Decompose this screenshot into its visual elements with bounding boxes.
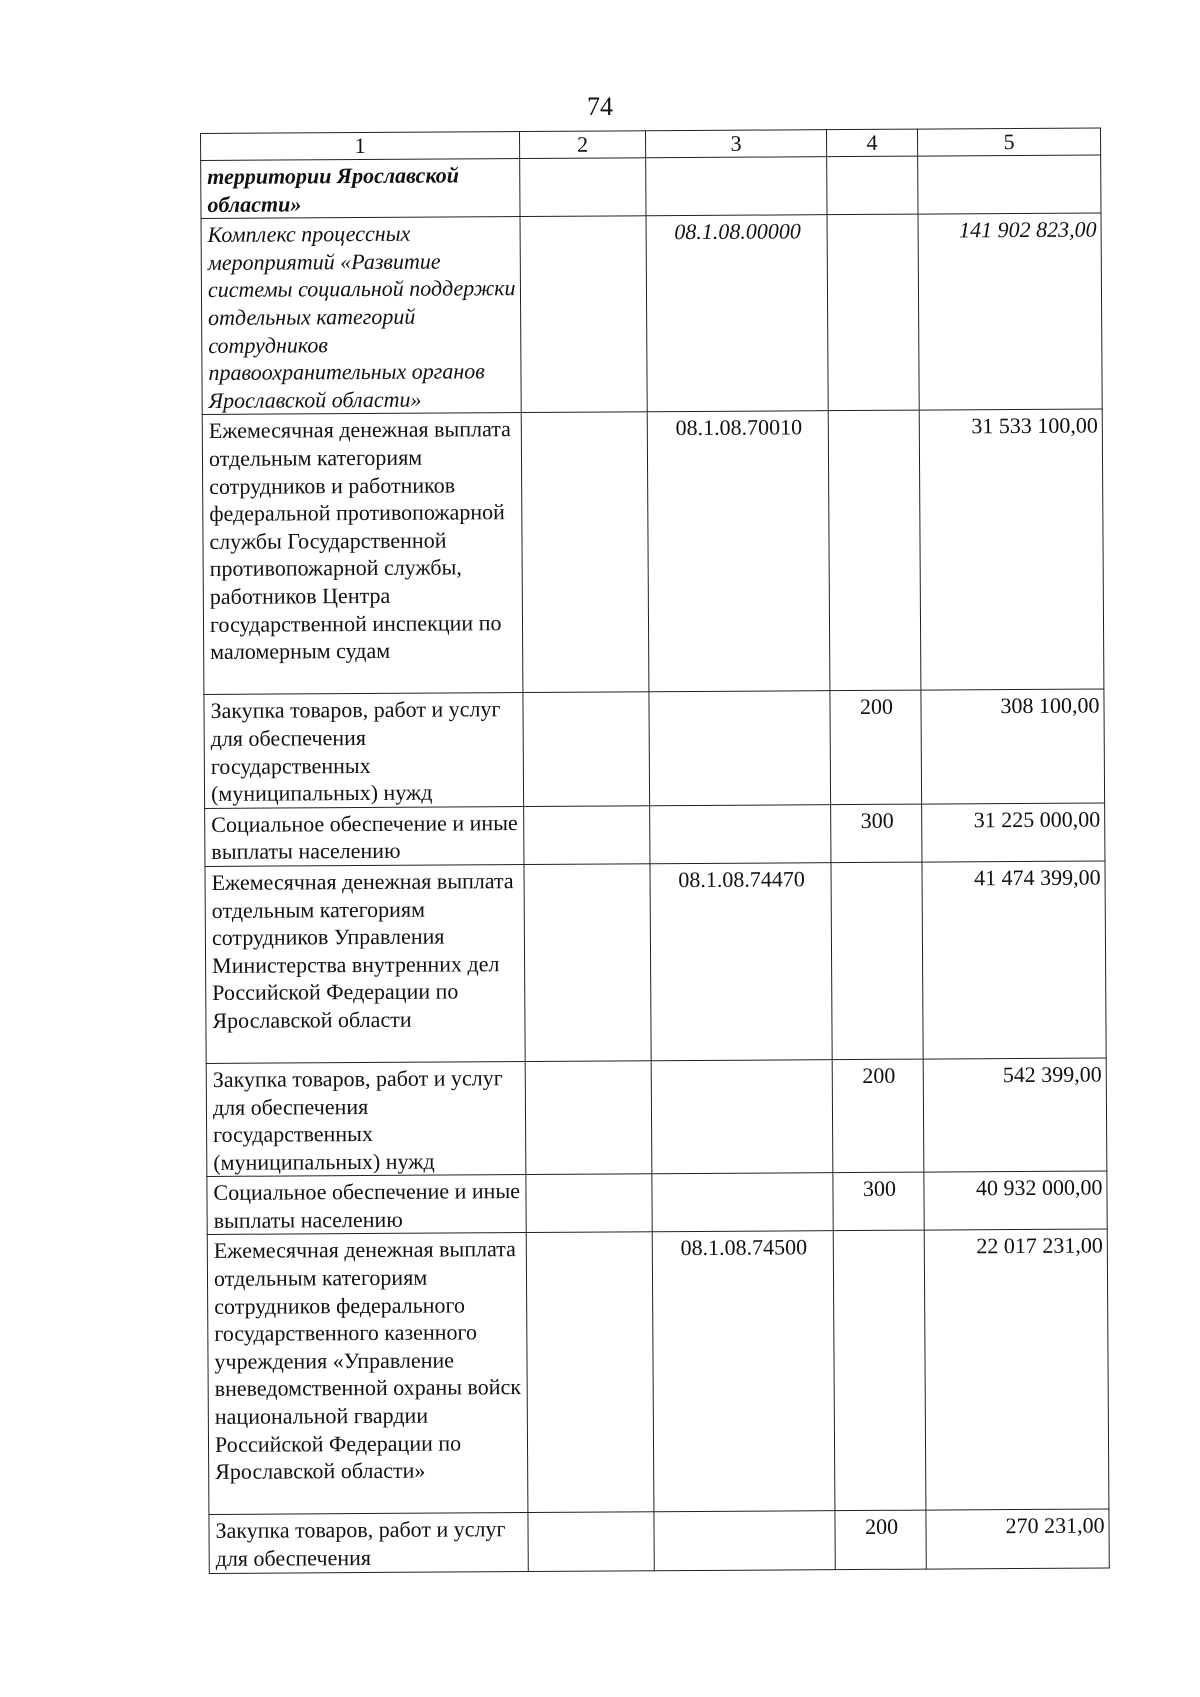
row-name-cell: Закупка товаров, работ и услуг для обеспечения государственных (муниципальных) нужд	[204, 693, 524, 808]
row-name-cell: Ежемесячная денежная выплата отдельным категориям сотрудников федерального государственного казенного учреждения «Управление вневедомственной охраны войск национальной гвардии Российской Федерации по Ярославской области»	[207, 1233, 528, 1515]
row-name-cell: Закупка товаров, работ и услуг для обеспечения	[209, 1513, 528, 1573]
row-type-cell: 300	[831, 804, 922, 863]
row-amount-cell: 40 932 000,00	[924, 1171, 1107, 1230]
row-code-cell: 08.1.08.70010	[647, 411, 830, 692]
row-amount-cell: 542 399,00	[923, 1058, 1107, 1172]
table-row	[207, 1171, 1107, 1235]
table-row	[204, 689, 1105, 808]
row-type-cell: 200	[835, 1511, 926, 1570]
row-name-cell: Ежемесячная денежная выплата отдельным категориям сотрудников и работников федеральной противопожарной службы Государственной противопожарной службы, работников Центра государственной инспекции по маломерным судам	[202, 413, 523, 695]
row-type-cell	[828, 410, 921, 691]
row-amount-cell: 31 225 000,00	[922, 803, 1105, 862]
row-amount-cell: 41 474 399,00	[922, 861, 1106, 1059]
row-col2-cell	[523, 692, 650, 806]
row-code-cell	[650, 804, 831, 863]
row-amount-cell: 31 533 100,00	[919, 409, 1104, 690]
row-amount-cell: 22 017 231,00	[924, 1229, 1109, 1510]
row-name-cell: Комплекс процессных мероприятий «Развитие системы социальной поддержки отдельных категорий сотрудников правоохранительных органов Ярославской области»	[201, 217, 521, 415]
row-col2-cell	[524, 805, 650, 864]
table-body	[201, 155, 1110, 1573]
row-col2-cell	[526, 1232, 654, 1513]
row-type-cell: 300	[833, 1172, 924, 1231]
row-code-cell: 08.1.08.74470	[650, 863, 832, 1061]
row-amount-cell	[918, 155, 1101, 214]
table-row	[202, 409, 1104, 694]
row-type-cell	[833, 1231, 926, 1512]
budget-table	[200, 127, 1110, 1573]
table-row	[201, 155, 1101, 219]
row-amount-cell: 270 231,00	[926, 1509, 1109, 1568]
table-row	[205, 861, 1106, 1063]
row-name-cell: Социальное обеспечение и иные выплаты населению	[205, 806, 524, 866]
row-col2-cell	[521, 412, 649, 693]
row-type-cell	[827, 156, 918, 215]
row-col2-cell	[524, 864, 651, 1062]
row-col2-cell	[525, 1061, 652, 1175]
row-code-cell: 08.1.08.00000	[646, 215, 828, 412]
row-code-cell	[646, 157, 827, 216]
table-row	[205, 803, 1105, 867]
row-amount-cell: 308 100,00	[921, 689, 1105, 803]
row-col2-cell	[526, 1174, 652, 1233]
column-header-2: 2	[519, 131, 645, 159]
row-name-cell: Ежемесячная денежная выплата отдельным категориям сотрудников Управления Министерства внутренних дел Российской Федерации по Ярославской области	[205, 864, 525, 1063]
row-name-cell: Закупка товаров, работ и услуг для обеспечения государственных (муниципальных) нужд	[206, 1061, 526, 1176]
row-col2-cell	[528, 1512, 654, 1571]
row-type-cell	[831, 862, 923, 1060]
column-header-4: 4	[826, 129, 917, 157]
row-amount-cell: 141 902 823,00	[918, 213, 1102, 410]
row-type-cell	[827, 214, 919, 411]
row-code-cell	[649, 691, 831, 805]
row-code-cell	[651, 1060, 833, 1174]
row-type-cell: 200	[830, 690, 922, 804]
row-col2-cell	[520, 216, 647, 413]
row-type-cell: 200	[832, 1059, 924, 1173]
row-code-cell: 08.1.08.74500	[652, 1231, 835, 1512]
table-row	[207, 1229, 1109, 1514]
row-name-cell: Социальное обеспечение и иные выплаты населению	[207, 1175, 526, 1235]
table-row	[206, 1058, 1107, 1177]
column-header-3: 3	[645, 130, 826, 158]
row-name-cell: территории Ярославской области»	[201, 159, 520, 219]
column-header-1: 1	[201, 132, 520, 161]
column-header-5: 5	[917, 128, 1100, 156]
row-col2-cell	[520, 158, 646, 217]
page-number: 74	[587, 92, 613, 121]
table-row	[209, 1509, 1109, 1573]
row-code-cell	[652, 1173, 833, 1232]
table-row	[201, 213, 1102, 415]
row-code-cell	[654, 1511, 835, 1570]
